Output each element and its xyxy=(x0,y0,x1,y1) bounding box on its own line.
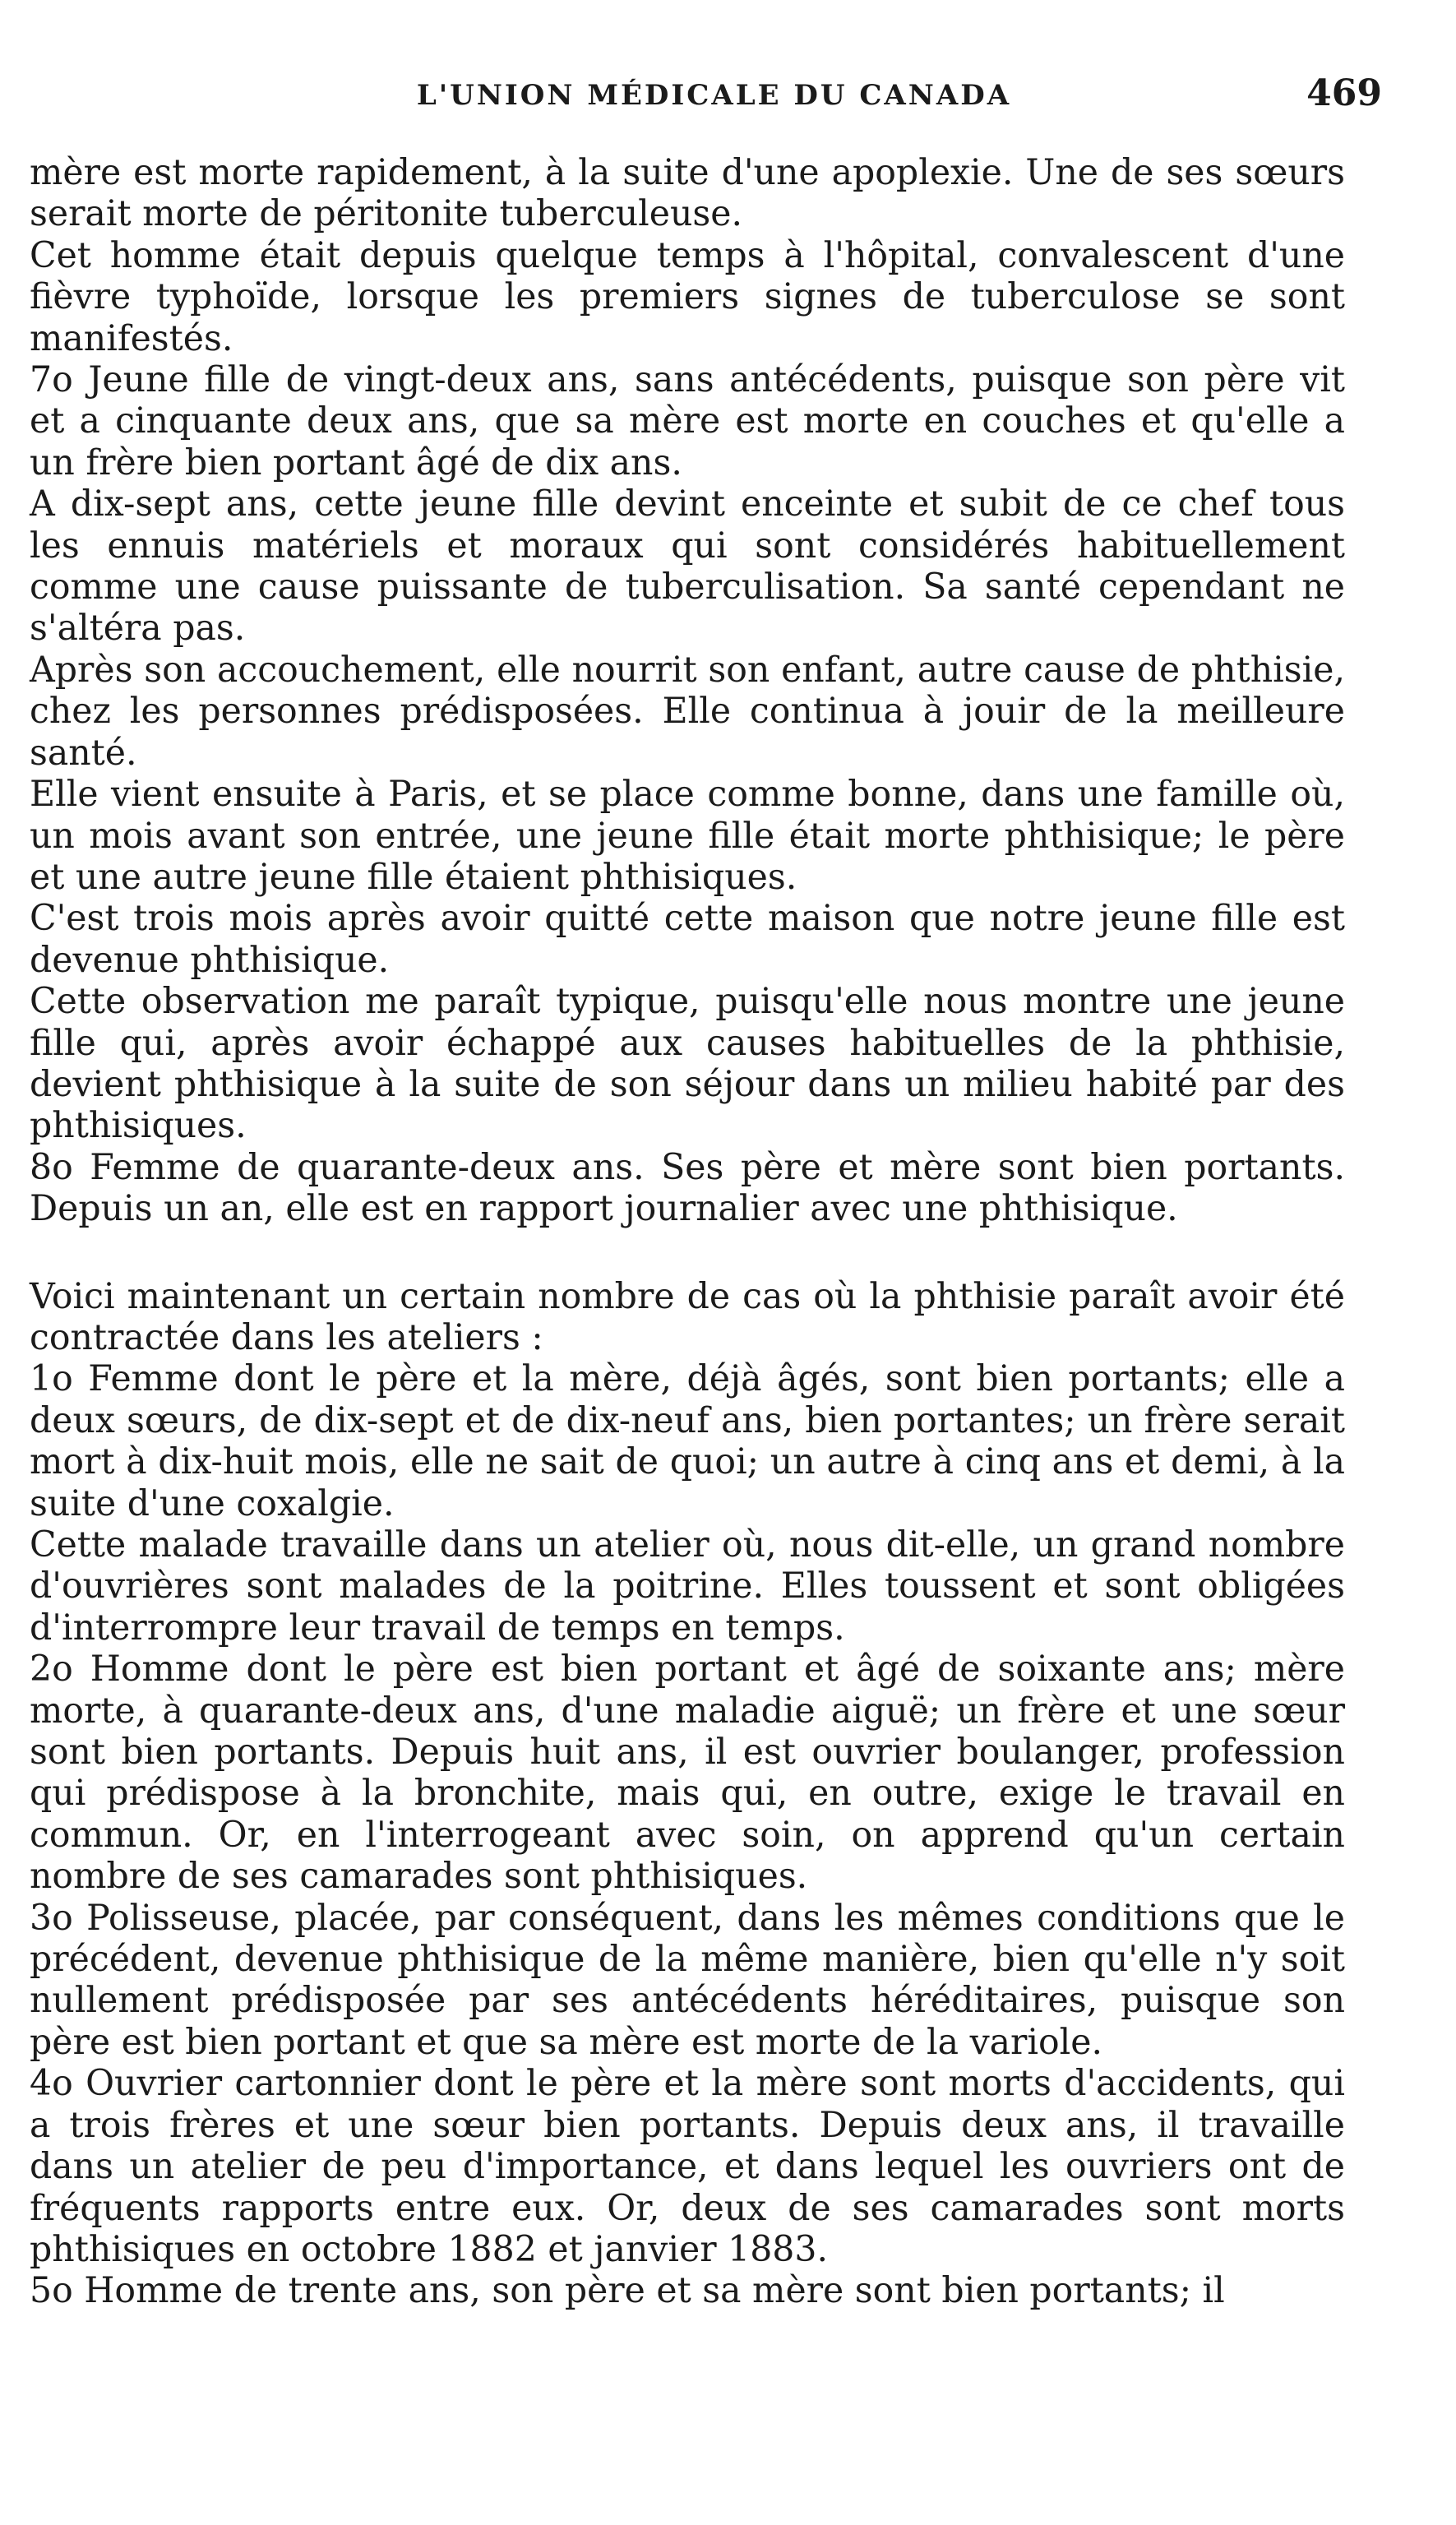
paragraph: C'est trois mois après avoir quitté cette maison que notre jeune fille est devenue phthisique. xyxy=(30,898,1345,981)
paragraph: A dix-sept ans, cette jeune fille devint enceinte et subit de ce chef tous les ennuis matériels et moraux qui sont considérés habituellement comme une cause puissante de tuberculisation. Sa santé cependant ne s'altéra pas. xyxy=(30,483,1345,650)
paragraph: 5o Homme de trente ans, son père et sa mère sont bien portants; il xyxy=(30,2270,1225,2312)
section-gap xyxy=(30,1230,1345,1276)
paragraph: Cet homme était depuis quelque temps à l'hôpital, convalescent d'une fièvre typhoïde, lorsque les premiers signes de tuberculose se sont manifestés. xyxy=(30,234,1345,359)
running-header xyxy=(30,72,1398,128)
journal-title: L'UNION MÉDICALE DU CANADA xyxy=(416,79,1012,112)
paragraph: Après son accouchement, elle nourrit son enfant, autre cause de phthisie, chez les personnes prédisposées. Elle continua à jouir de la meilleure santé. xyxy=(30,649,1345,774)
paragraph: 4o Ouvrier cartonnier dont le père et la mère sont morts d'accidents, qui a trois frères et une sœur bien portants. Depuis deux ans, il travaille dans un atelier de peu d'importance, et dans lequel les ouvriers ont de fréquents rapports entre eux. Or, deux de ses camarades sont morts phthisiques en octobre 1882 et janvier 1883. xyxy=(30,2063,1345,2270)
paragraph: Voici maintenant un certain nombre de cas où la phthisie paraît avoir été contractée dans les ateliers : xyxy=(30,1275,1345,1358)
body-text xyxy=(30,152,1345,2312)
paragraph: Elle vient ensuite à Paris, et se place comme bonne, dans une famille où, un mois avant son entrée, une jeune fille était morte phthisique; le père et une autre jeune fille étaient phthisiques. xyxy=(30,774,1345,898)
page-number: 469 xyxy=(1306,72,1382,114)
paragraph: Cette malade travaille dans un atelier où, nous dit-elle, un grand nombre d'ouvrières sont malades de la poitrine. Elles toussent et sont obligées d'interrompre leur travail de temps en temps. xyxy=(30,1524,1345,1649)
paragraph: mère est morte rapidement, à la suite d'une apoplexie. Une de ses sœurs serait morte de péritonite tuberculeuse. xyxy=(30,152,1345,235)
paragraph: 1o Femme dont le père et la mère, déjà âgés, sont bien portants; elle a deux sœurs, de dix-sept et de dix-neuf ans, bien portantes; un frère serait mort à dix-huit mois, elle ne sait de quoi; un autre à cinq ans et demi, à la suite d'une coxalgie. xyxy=(30,1358,1345,1524)
paragraph: 2o Homme dont le père est bien portant et âgé de soixante ans; mère morte, à quarante-deux ans, d'une maladie aiguë; un frère et une sœur sont bien portants. Depuis huit ans, il est ouvrier boulanger, profession qui prédispose à la bronchite, mais qui, en outre, exige le travail en commun. Or, en l'interrogeant avec soin, on apprend qu'un certain nombre de ses camarades sont phthisiques. xyxy=(30,1649,1345,1898)
paragraph: 7o Jeune fille de vingt-deux ans, sans antécédents, puisque son père vit et a cinquante deux ans, que sa mère est morte en couches et qu'elle a un frère bien portant âgé de dix ans. xyxy=(30,359,1345,483)
paragraph: Cette observation me paraît typique, puisqu'elle nous montre une jeune fille qui, après avoir échappé aux causes habituelles de la phthisie, devient phthisique à la suite de son séjour dans un milieu habité par des phthisiques. xyxy=(30,981,1345,1147)
paragraph: 3o Polisseuse, placée, par conséquent, dans les mêmes conditions que le précédent, devenue phthisique de la même manière, bien qu'elle n'y soit nullement prédisposée par ses antécédents héréditaires, puisque son père est bien portant et que sa mère est morte de la variole. xyxy=(30,1897,1345,2063)
paragraph: 8o Femme de quarante-deux ans. Ses père et mère sont bien portants. Depuis un an, elle est en rapport journalier avec une phthisique. xyxy=(30,1146,1345,1230)
